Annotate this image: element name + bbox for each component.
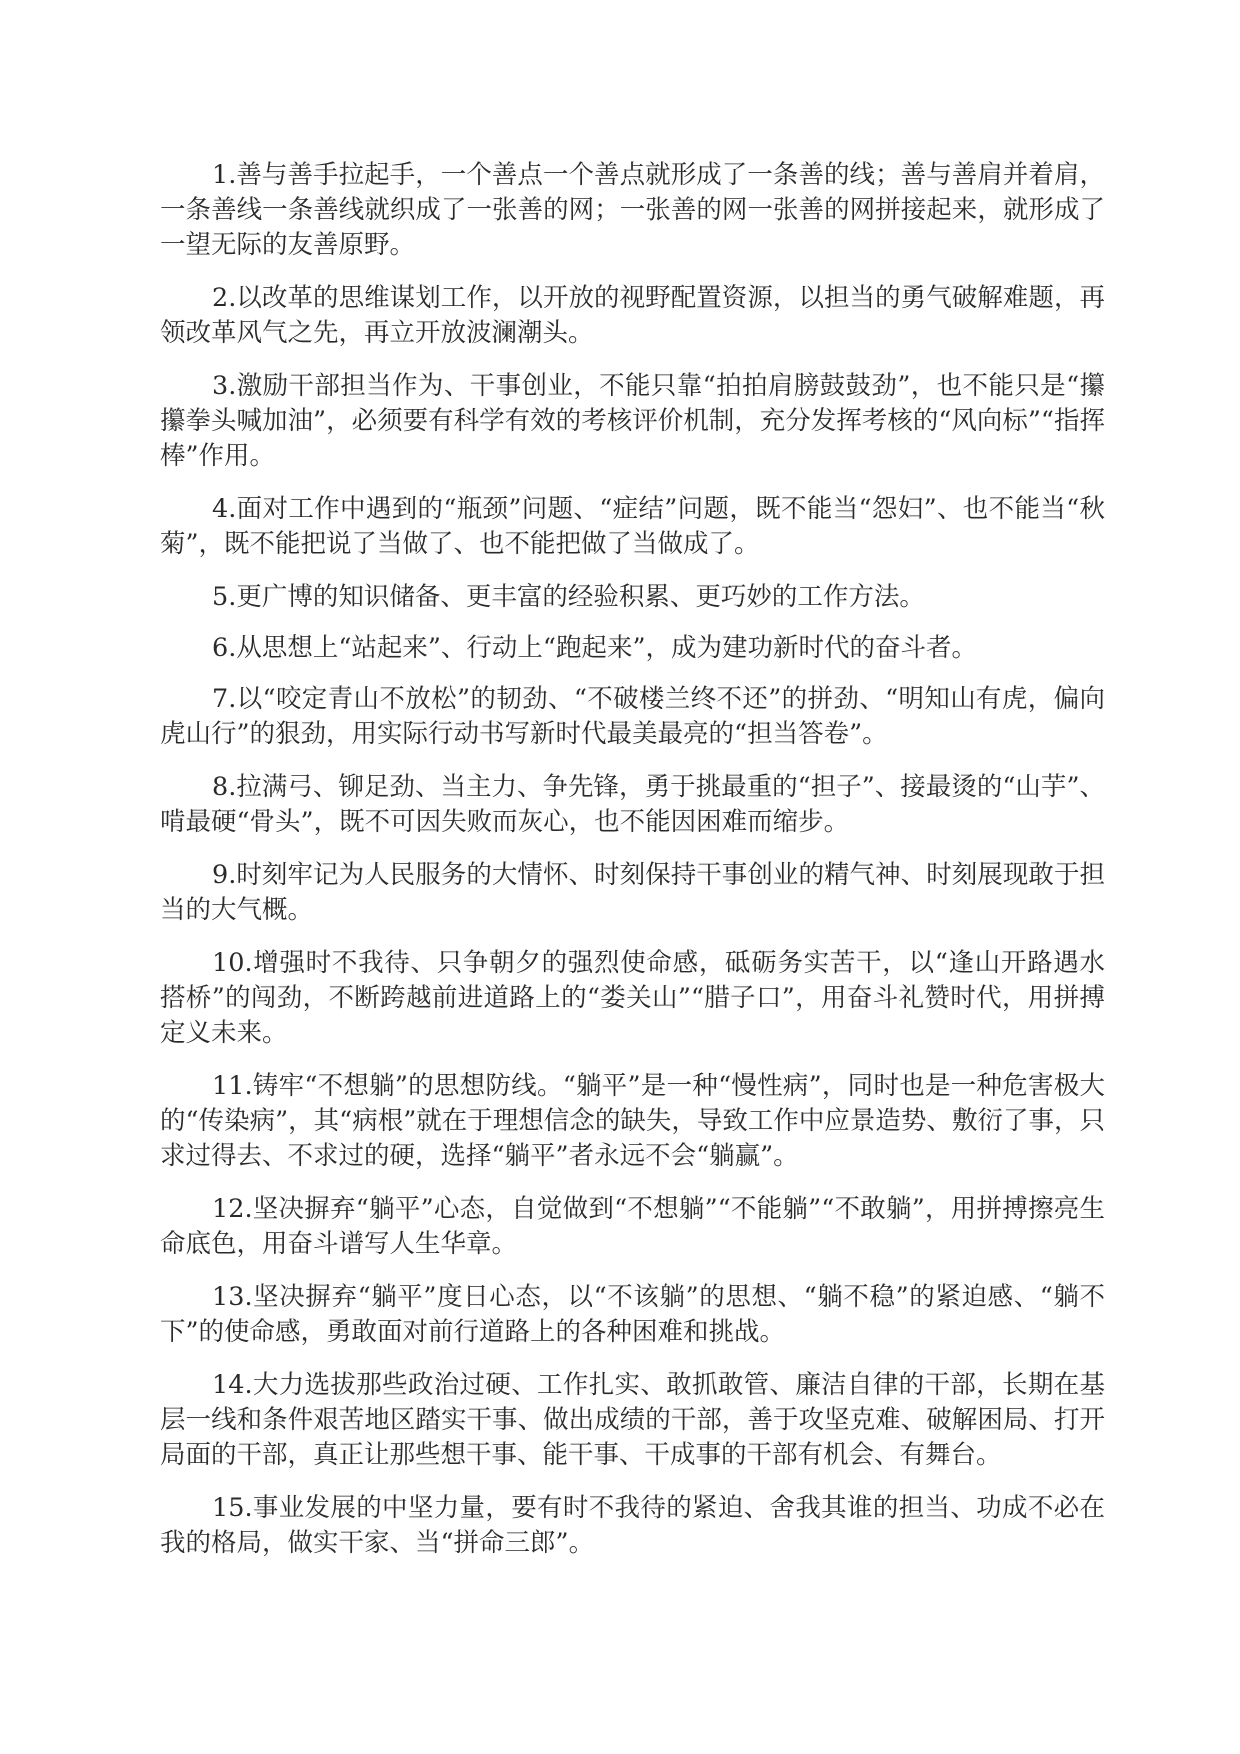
paragraph-10: 10.增强时不我待、只争朝夕的强烈使命感，砥砺务实苦干，以“逢山开路遇水搭桥”的闯劲，不断跨越前进道路上的“娄关山”“腊子口”，用奋斗礼赞时代，用拼搏定义未来。: [160, 948, 1105, 1048]
paragraph-13: 13.坚决摒弃“躺平”度日心态，以“不该躺”的思想、“躺不稳”的紧迫感、“躺不下”的使命感，勇敢面对前行道路上的各种困难和挑战。: [160, 1282, 1105, 1347]
paragraph-11: 11.铸牢“不想躺”的思想防线。“躺平”是一种“慢性病”，同时也是一种危害极大的“传染病”，其“病根”就在于理想信念的缺失，导致工作中应景造势、敷衍了事，只求过得去、不求过的硬，选择“躺平”者永远不会“躺赢”。: [160, 1071, 1105, 1171]
paragraph-2: 2.以改革的思维谋划工作，以开放的视野配置资源，以担当的勇气破解难题，再领改革风气之先，再立开放波澜潮头。: [160, 283, 1105, 348]
paragraph-9: 9.时刻牢记为人民服务的大情怀、时刻保持干事创业的精气神、时刻展现敢于担当的大气概。: [160, 860, 1105, 925]
paragraph-1: 1.善与善手拉起手，一个善点一个善点就形成了一条善的线；善与善肩并着肩，一条善线一条善线就织成了一张善的网；一张善的网一张善的网拼接起来，就形成了一望无际的友善原野。: [160, 160, 1105, 260]
document-page: [160, 158, 1105, 1579]
paragraph-14: 14.大力选拔那些政治过硬、工作扎实、敢抓敢管、廉洁自律的干部，长期在基层一线和条件艰苦地区踏实干事、做出成绩的干部，善于攻坚克难、破解困局、打开局面的干部，真正让那些想干事、能干事、干成事的干部有机会、有舞台。: [160, 1370, 1105, 1470]
paragraph-4: 4.面对工作中遇到的“瓶颈”问题、“症结”问题，既不能当“怨妇”、也不能当“秋菊”，既不能把说了当做了、也不能把做了当做成了。: [160, 494, 1105, 559]
paragraph-12: 12.坚决摒弃“躺平”心态，自觉做到“不想躺”“不能躺”“不敢躺”，用拼搏擦亮生命底色，用奋斗谱写人生华章。: [160, 1194, 1105, 1259]
paragraph-3: 3.激励干部担当作为、干事创业，不能只靠“拍拍肩膀鼓鼓劲”，也不能只是“攥攥拳头喊加油”，必须要有科学有效的考核评价机制，充分发挥考核的“风向标”“指挥棒”作用。: [160, 371, 1105, 471]
paragraph-6: 6.从思想上“站起来”、行动上“跑起来”，成为建功新时代的奋斗者。: [212, 633, 977, 663]
paragraph-15: 15.事业发展的中坚力量，要有时不我待的紧迫、舍我其谁的担当、功成不必在我的格局，做实干家、当“拼命三郎”。: [160, 1493, 1105, 1558]
paragraph-5: 5.更广博的知识储备、更丰富的经验积累、更巧妙的工作方法。: [212, 582, 925, 612]
paragraph-8: 8.拉满弓、铆足劲、当主力、争先锋，勇于挑最重的“担子”、接最烫的“山芋”、啃最硬“骨头”，既不可因失败而灰心，也不能因困难而缩步。: [160, 772, 1105, 837]
paragraph-7: 7.以“咬定青山不放松”的韧劲、“不破楼兰终不还”的拼劲、“明知山有虎，偏向虎山行”的狠劲，用实际行动书写新时代最美最亮的“担当答卷”。: [160, 684, 1105, 749]
